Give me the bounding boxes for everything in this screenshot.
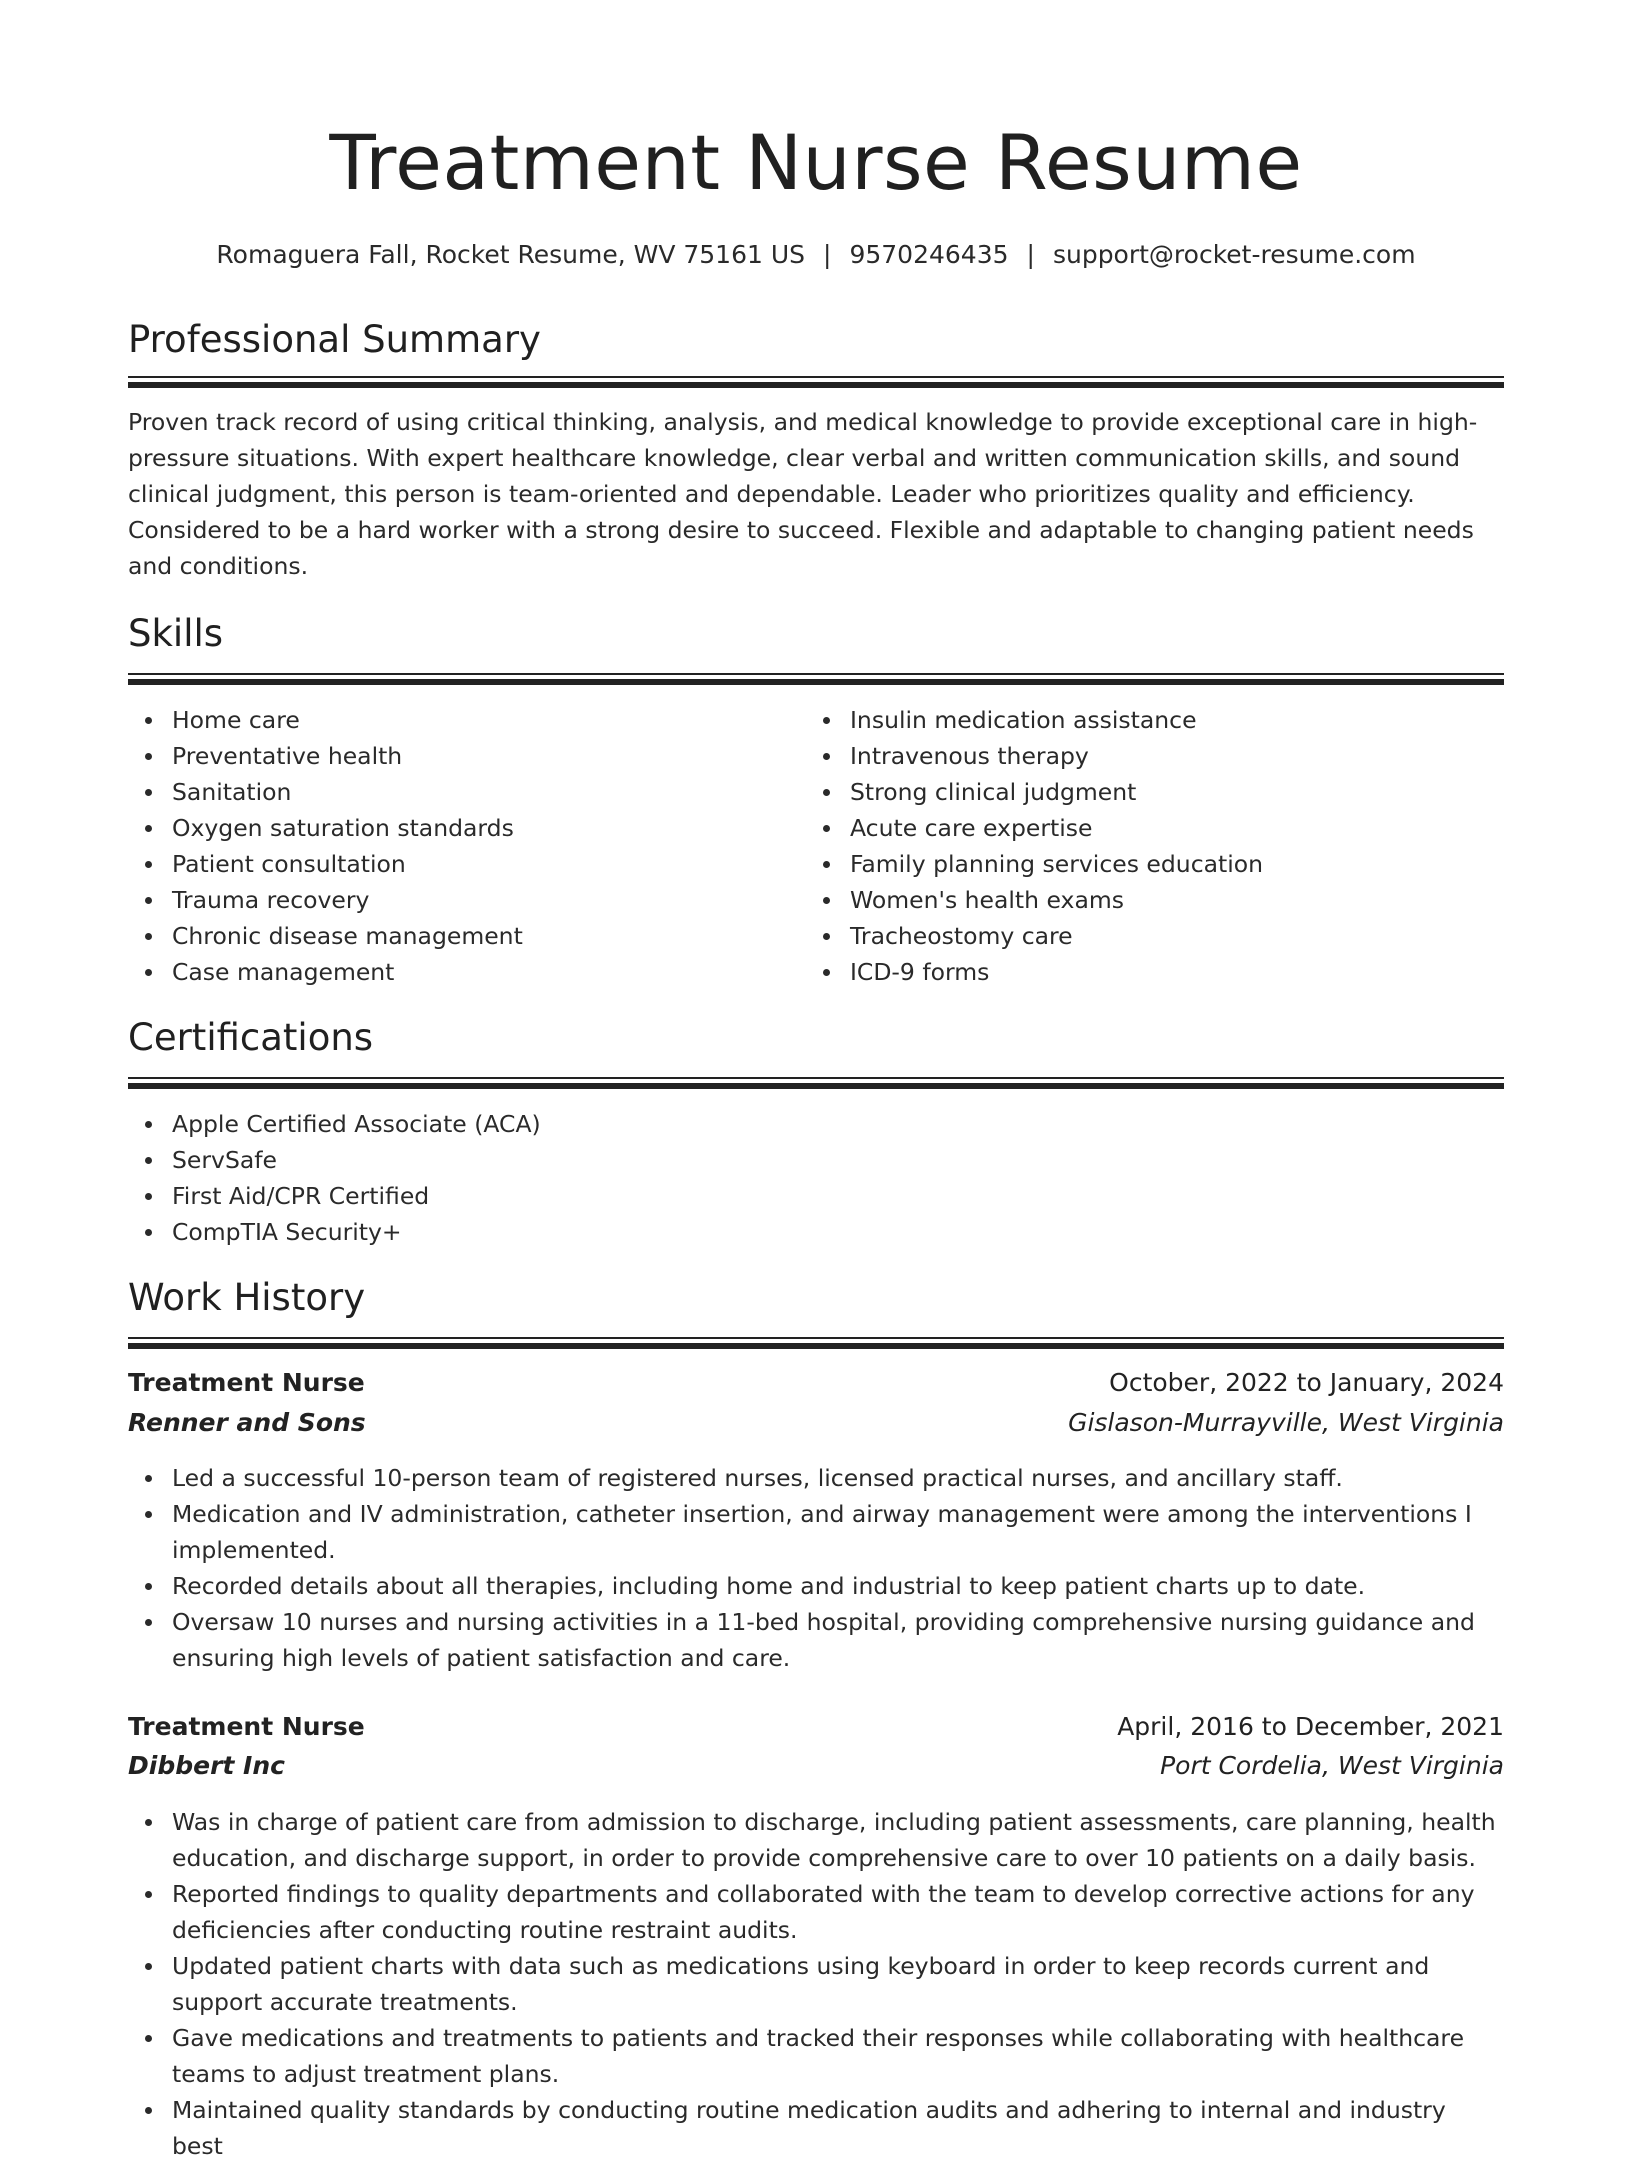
summary-heading: Professional Summary [128,318,541,361]
job-bullet: Maintained quality standards by conducting routine medication audits and adhering to internal and industry best [128,2092,1504,2164]
skills-list-right [806,702,1504,990]
skill-item: Family planning services education [806,846,1504,882]
resume-page [128,0,1504,2160]
work-history-heading: Work History [128,1276,366,1319]
certification-item: Apple Certified Associate (ACA) [128,1106,1504,1142]
job-bullets [128,1460,1504,1676]
job-bullet: Reported findings to quality departments and collaborated with the team to develop corrective actions for any deficiencies after conducting routine restraint audits. [128,1876,1504,1948]
job-company-row [128,1751,1504,1789]
resume-title: Treatment Nurse Resume [329,118,1303,207]
contact-line [128,240,1504,269]
job-location: Port Cordelia, West Virginia [1160,1751,1504,1780]
job-title: Treatment Nurse [128,1712,365,1741]
job-bullet: Gave medications and treatments to patients and tracked their responses while collaborating with healthcare teams to adjust treatment plans. [128,2020,1504,2092]
section-divider [128,376,1504,388]
job-header [128,1712,1504,1750]
certification-item: ServSafe [128,1142,1504,1178]
job-company: Renner and Sons [128,1408,366,1437]
job-title: Treatment Nurse [128,1368,365,1397]
job-company: Dibbert Inc [128,1751,285,1780]
job-bullet: Oversaw 10 nurses and nursing activities in a 11-bed hospital, providing comprehensive nursing guidance and ensuring high levels of patient satisfaction and care. [128,1604,1504,1676]
skill-item: Intravenous therapy [806,738,1504,774]
contact-phone: 9570246435 [849,240,1009,269]
skill-item: Oxygen saturation standards [128,810,804,846]
certifications-heading: Certifications [128,1016,374,1059]
skill-item: Sanitation [128,774,804,810]
job-dates: October, 2022 to January, 2024 [1109,1368,1504,1397]
skill-item: ICD-9 forms [806,954,1504,990]
job-dates: April, 2016 to December, 2021 [1117,1712,1504,1741]
skill-item: Case management [128,954,804,990]
contact-email[interactable]: support@rocket-resume.com [1052,240,1416,269]
certifications-list [128,1106,1504,1250]
contact-separator: | [823,240,832,269]
job-company-row [128,1408,1504,1446]
skill-item: Trauma recovery [128,882,804,918]
skill-item: Strong clinical judgment [806,774,1504,810]
skill-item: Insulin medication assistance [806,702,1504,738]
job-bullet: Was in charge of patient care from admission to discharge, including patient assessments, care planning, health education, and discharge support, in order to provide comprehensive care to over 10 patients on a daily basis. [128,1804,1504,1876]
job-header [128,1368,1504,1406]
job-location: Gislason-Murrayville, West Virginia [1068,1408,1504,1437]
contact-separator: | [1026,240,1035,269]
certification-item: CompTIA Security+ [128,1214,1504,1250]
skill-item: Home care [128,702,804,738]
section-divider [128,1077,1504,1089]
certification-item: First Aid/CPR Certified [128,1178,1504,1214]
section-divider [128,1337,1504,1349]
job-bullet: Medication and IV administration, catheter insertion, and airway management were among the interventions I implemented. [128,1496,1504,1568]
job-bullet: Recorded details about all therapies, including home and industrial to keep patient charts up to date. [128,1568,1504,1604]
job-bullets [128,1804,1504,2164]
skills-list-left [128,702,804,990]
skill-item: Tracheostomy care [806,918,1504,954]
contact-address: Romaguera Fall, Rocket Resume, WV 75161 US [216,240,806,269]
skill-item: Patient consultation [128,846,804,882]
skill-item: Chronic disease management [128,918,804,954]
skill-item: Acute care expertise [806,810,1504,846]
skill-item: Preventative health [128,738,804,774]
skill-item: Women's health exams [806,882,1504,918]
summary-text: Proven track record of using critical thinking, analysis, and medical knowledge to provide exceptional care in high-pressure situations. With expert healthcare knowledge, clear verbal and written communication skills, and sound clinical judgment, this person is team-oriented and dependable. Leader who prioritizes quality and efficiency. Considered to be a hard worker with a strong desire to succeed. Flexible and adaptable to changing patient needs and conditions. [128,408,1478,580]
job-bullet: Updated patient charts with data such as medications using keyboard in order to keep records current and support accurate treatments. [128,1948,1504,2020]
skills-heading: Skills [128,612,224,655]
section-divider [128,673,1504,685]
job-bullet: Led a successful 10-person team of registered nurses, licensed practical nurses, and ancillary staff. [128,1460,1504,1496]
